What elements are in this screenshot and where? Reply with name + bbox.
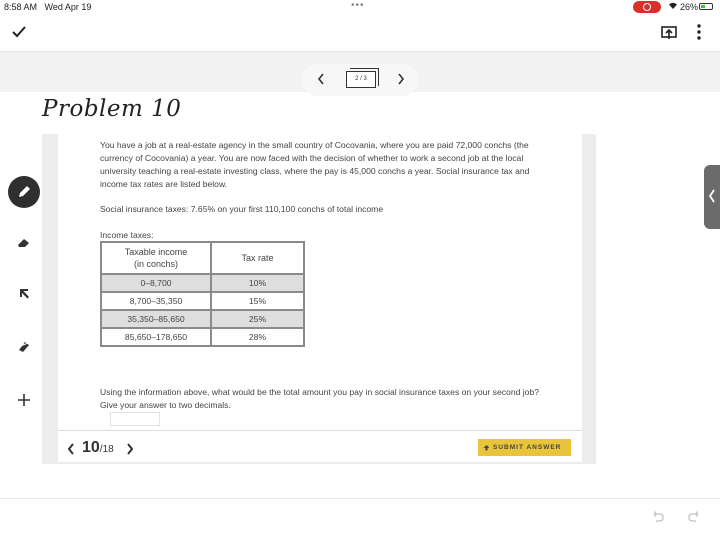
table-row [101,310,304,328]
answer-input[interactable] [110,412,160,426]
page-navigator [302,64,418,96]
tool-palette [0,172,46,422]
arrow-pointer-icon [16,286,32,302]
status-time: 8:58 AM Wed Apr 19 [4,2,92,12]
top-toolbar [0,14,720,52]
previous-page-icon[interactable] [316,72,326,86]
wifi-icon [668,1,678,13]
problem-intro: You have a job at a real-estate agency in the small country of Cocovania, where you are paid 72,000 conchs (the currency of Cocovania) a year. You are now faced with the decision of whether to work a second job at the local university teaching a real-estate investing class, where the pay is 45,000 conchs a year. Social insurance tax and income tax rates are listed below. [100,140,530,189]
income-range-cell: 85,650–178,650 [101,328,211,346]
income-tax-caption: Income taxes: [100,230,154,240]
tax-rate-cell: 15% [211,292,304,310]
status-bar [0,0,720,14]
redo-icon[interactable] [688,509,702,523]
share-icon[interactable] [660,23,678,41]
battery-icon [699,3,713,10]
income-tax-table [100,241,305,347]
select-tool[interactable] [8,278,40,310]
highlighter-icon [16,338,32,354]
current-question-number: 10 [82,439,100,456]
tax-rate-cell: 25% [211,310,304,328]
tax-rate-cell: 28% [211,328,304,346]
bottom-divider [0,498,720,499]
taxable-income-header: Taxable income (in conchs) [101,242,211,274]
total-questions: /18 [99,444,114,455]
tax-rate-cell: 10% [211,274,304,292]
more-options-icon[interactable] [694,23,704,41]
eraser-tool[interactable] [8,226,40,258]
social-insurance-text: Social insurance taxes: 7.65% on your first 110,100 conchs of total income [100,204,384,214]
submit-answer-button[interactable] [478,439,571,456]
income-range-cell: 0–8,700 [101,274,211,292]
done-check-icon[interactable] [10,23,28,41]
table-row [101,274,304,292]
side-panel-handle[interactable] [704,165,720,229]
undo-icon[interactable] [650,509,664,523]
question-text: Using the information above, what would be the total amount you pay in social insurance taxes on your second job? Give your answer to two decimals. [100,387,540,410]
plus-icon [16,392,32,408]
battery-percent: 26% [680,2,699,12]
pen-icon [16,184,32,200]
eraser-icon [16,234,32,250]
chevron-left-icon [708,189,716,203]
page-thumbnail[interactable]: 2 / 3 [346,71,376,88]
income-range-cell: 8,700–35,350 [101,292,211,310]
submit-answer-label: SUBMIT ANSWER [493,444,562,451]
income-range-cell: 35,350–85,650 [101,310,211,328]
screen-recording-icon[interactable] [633,1,661,13]
pen-tool[interactable] [8,176,40,208]
tax-rate-header: Tax rate [211,242,304,274]
handwritten-annotation: Problem 10 [42,96,182,122]
table-row [101,292,304,310]
previous-question-icon[interactable] [67,443,75,455]
table-row [101,328,304,346]
highlighter-tool[interactable] [8,330,40,362]
question-counter [82,439,114,457]
add-tool[interactable] [8,384,40,416]
multitask-dots-icon[interactable]: ••• [351,0,365,11]
next-question-icon[interactable] [126,443,134,455]
submit-arrow-icon [483,444,490,451]
table-header-row [101,242,304,274]
next-page-icon[interactable] [396,72,406,86]
